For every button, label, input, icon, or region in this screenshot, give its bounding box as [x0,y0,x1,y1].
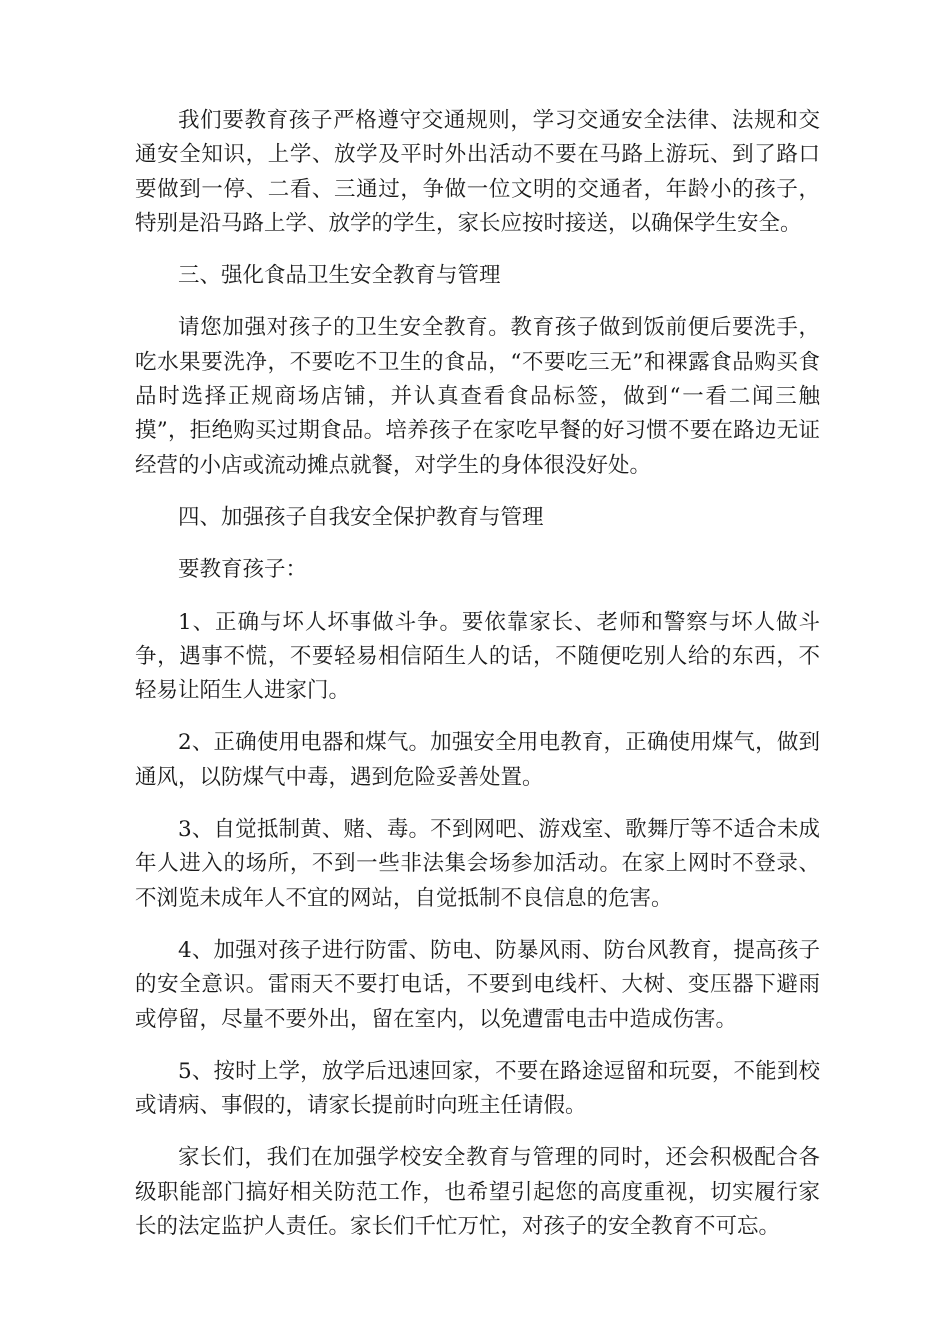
paragraph-intro-educate: 要教育孩子： [178,557,308,583]
list-item-5: 5、按时上学，放学后迅速回家，不要在路途逗留和玩耍，不能到校或请病、事假的，请家长提前时向班主任请假。 [135,1058,820,1119]
list-item-2: 2、正确使用电器和煤气。加强安全用电教育，正确使用煤气，做到通风，以防煤气中毒，遇到危险妥善处置。 [135,730,820,790]
paragraph-food-safety: 请您加强对孩子的卫生安全教育。教育孩子做到饭前便后要洗手，吃水果要洗净，不要吃不卫生的食品，“不要吃三无”和裸露食品购买食品时选择正规商场店铺，并认真查看食品标签，做到“一看二闻三触摸”，拒绝购买过期食品。培养孩子在家吃早餐的好习惯不要在路边无证经营的小店或流动摊点就餐，对学生的身体很没好处。 [135,315,820,478]
list-item-1: 1、正确与坏人坏事做斗争。要依靠家长、老师和警察与坏人做斗争，遇事不慌，不要轻易相信陌生人的话，不随便吃别人给的东西，不轻易让陌生人进家门。 [135,609,820,704]
section-heading-self-protection: 四、加强孩子自我安全保护教育与管理 [178,504,544,530]
paragraph-traffic-safety: 我们要教育孩子严格遵守交通规则，学习交通安全法律、法规和交通安全知识，上学、放学及平时外出活动不要在马路上游玩、到了路口要做到一停、二看、三通过，争做一位文明的交通者，年龄小的孩子，特别是沿马路上学、放学的学生，家长应按时接送，以确保学生安全。 [135,108,820,236]
list-item-4: 4、加强对孩子进行防雷、防电、防暴风雨、防台风教育，提高孩子的安全意识。雷雨天不要打电话，不要到电线杆、大树、变压器下避雨或停留，尽量不要外出，留在室内，以免遭雷电击中造成伤害。 [135,937,820,1032]
section-heading-food-safety: 三、强化食品卫生安全教育与管理 [178,263,501,289]
document-body [135,104,820,1262]
list-item-3: 3、自觉抵制黄、赌、毒。不到网吧、游戏室、歌舞厅等不适合未成年人进入的场所，不到一些非法集会场参加活动。在家上网时不登录、不浏览未成年人不宜的网站，自觉抵制不良信息的危害。 [135,817,820,911]
paragraph-closing: 家长们，我们在加强学校安全教育与管理的同时，还会积极配合各级职能部门搞好相关防范工作，也希望引起您的高度重视，切实履行家长的法定监护人责任。家长们千忙万忙，对孩子的安全教育不可忘。 [135,1145,820,1240]
